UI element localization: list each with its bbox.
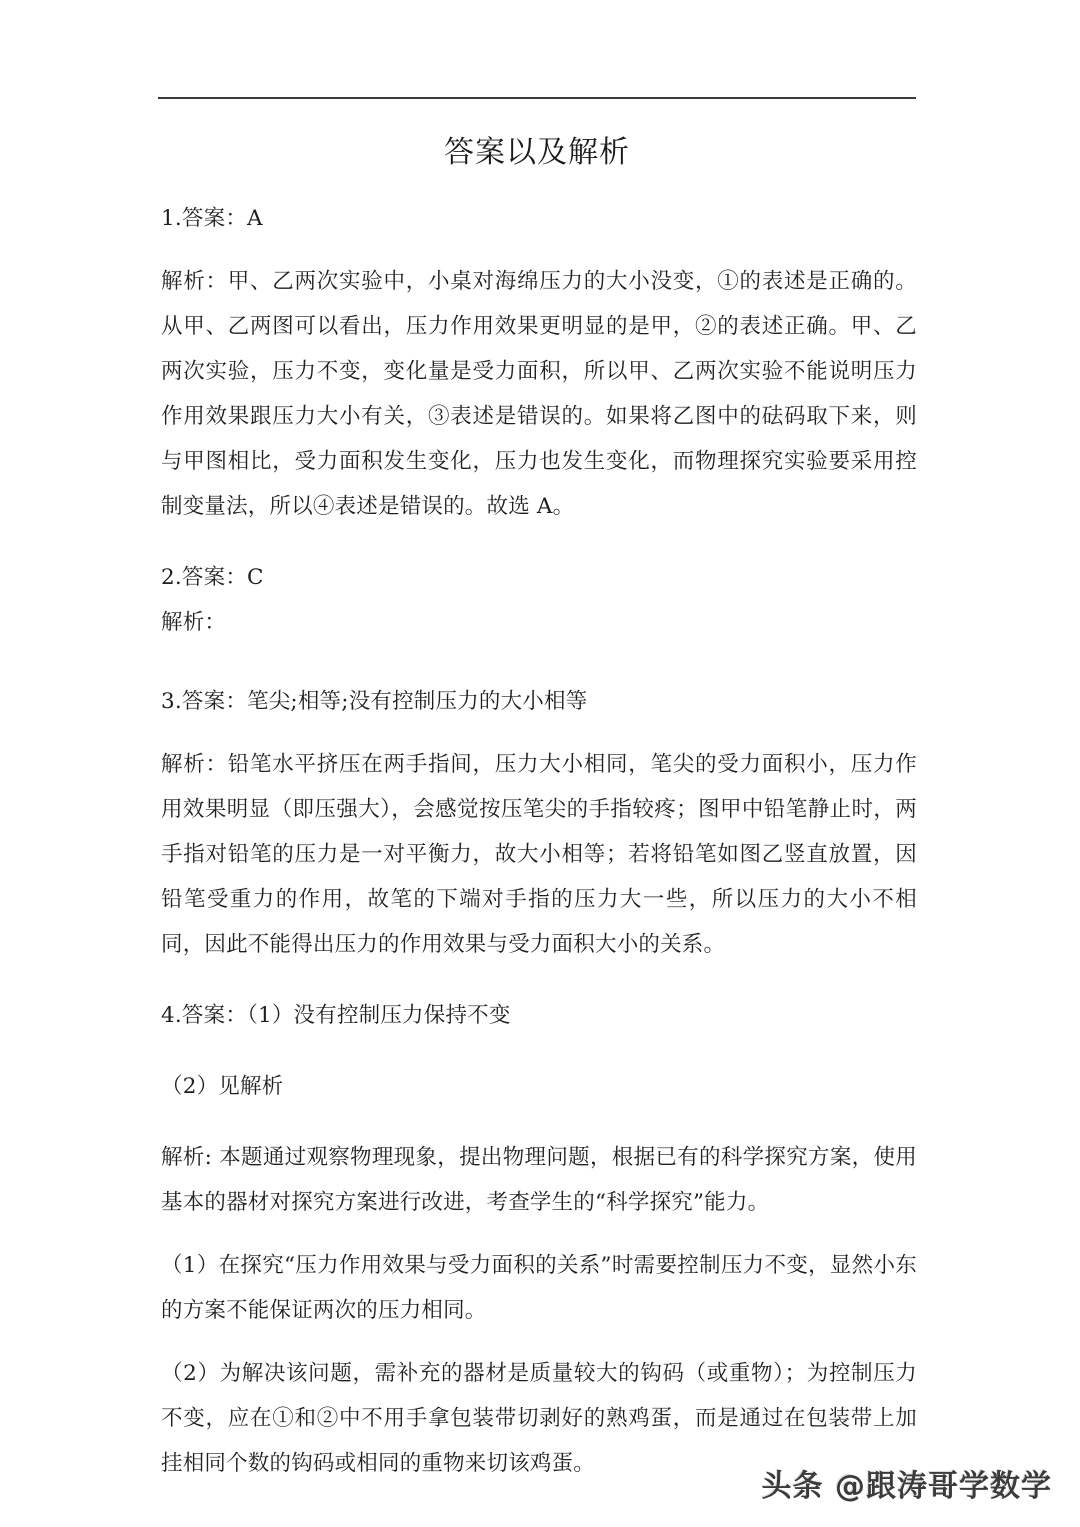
spacer bbox=[161, 1038, 917, 1064]
spacer bbox=[161, 241, 917, 259]
spacer bbox=[161, 724, 917, 742]
spacer bbox=[161, 1225, 917, 1243]
answer-block-4 bbox=[161, 993, 917, 1486]
explanation-3: 解析：铅笔水平挤压在两手指间，压力大小相同，笔尖的受力面积小，压力作用效果明显（即压强大），会感觉按压笔尖的手指较疼；图甲中铅笔静止时，两手指对铅笔的压力是一对平衡力，故大小相等；若将铅笔如图乙竖直放置，因铅笔受重力的作用，故笔的下端对手指的压力大一些，所以压力的大小不相同，因此不能得出压力的作用效果与受力面积大小的关系。 bbox=[161, 752, 917, 957]
answer-label-4-part2: （2）见解析 bbox=[161, 1074, 284, 1099]
spacer bbox=[161, 967, 917, 993]
spacer bbox=[161, 645, 917, 679]
answer-label-3: 3.答案：笔尖;相等;没有控制压力的大小相等 bbox=[161, 689, 588, 714]
answer-label-2: 2.答案：C bbox=[161, 565, 264, 590]
header-divider bbox=[158, 97, 916, 99]
explanation-2: 解析： bbox=[161, 610, 227, 635]
explanation-4-sub-1: （1）在探究“压力作用效果与受力面积的关系”时需要控制压力不变，显然小东的方案不能保证两次的压力相同。 bbox=[161, 1253, 917, 1323]
spacer bbox=[161, 1333, 917, 1351]
answer-label-4: 4.答案：（1）没有控制压力保持不变 bbox=[161, 1003, 511, 1028]
page-title: 答案以及解析 bbox=[444, 135, 630, 170]
answer-block-3 bbox=[161, 679, 917, 967]
watermark-text: 头条 @跟涛哥学数学 bbox=[761, 1469, 1052, 1504]
answer-block-2 bbox=[161, 555, 917, 645]
spacer bbox=[161, 1109, 917, 1135]
explanation-4: 解析: 本题通过观察物理现象，提出物理问题，根据已有的科学探究方案，使用基本的器材对探究方案进行改进，考查学生的“科学探究”能力。 bbox=[161, 1145, 917, 1215]
answer-label-1: 1.答案：A bbox=[161, 206, 263, 231]
explanation-4-sub-2: （2）为解决该问题，需补充的器材是质量较大的钩码（或重物）；为控制压力不变，应在①和②中不用手拿包装带切剥好的熟鸡蛋，而是通过在包装带上加挂相同个数的钩码或相同的重物来切该鸡蛋。 bbox=[161, 1361, 917, 1476]
answers-content bbox=[161, 196, 917, 1486]
spacer bbox=[161, 529, 917, 555]
explanation-1: 解析：甲、乙两次实验中，小桌对海绵压力的大小没变，①的表述是正确的。从甲、乙两图可以看出，压力作用效果更明显的是甲，②的表述正确。甲、乙两次实验，压力不变，变化量是受力面积，所以甲、乙两次实验不能说明压力作用效果跟压力大小有关，③表述是错误的。如果将乙图中的砝码取下来，则与甲图相比，受力面积发生变化，压力也发生变化，而物理探究实验要采用控制变量法，所以④表述是错误的。故选 A。 bbox=[161, 269, 917, 519]
answer-block-1 bbox=[161, 196, 917, 529]
